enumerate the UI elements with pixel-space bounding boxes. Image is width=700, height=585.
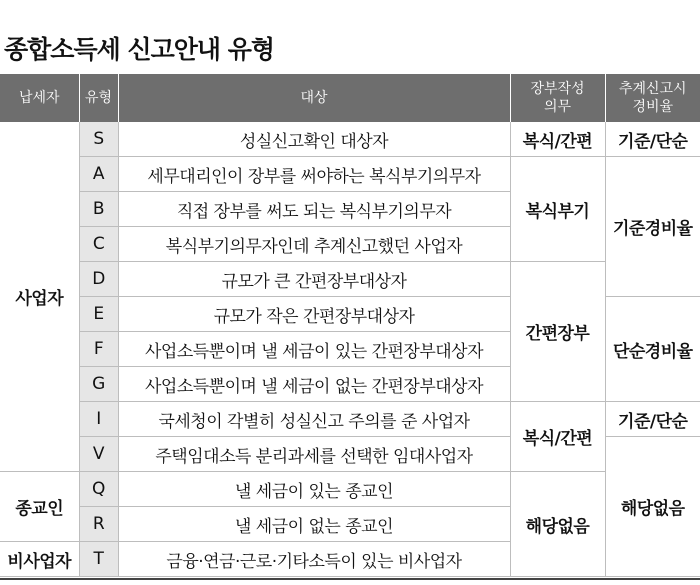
page-title: 종합소득세 신고안내 유형 xyxy=(4,35,275,64)
target-desc: 직접 장부를 써도 되는 복식부기의무자 xyxy=(118,192,510,227)
type-code: E xyxy=(79,297,118,332)
target-desc: 낼 세금이 없는 종교인 xyxy=(118,507,510,542)
expense-rate-cell: 기준경비율 xyxy=(605,157,700,297)
type-code: Q xyxy=(79,472,118,507)
bookkeeping-cell: 복식/간편 xyxy=(510,122,605,157)
table-row xyxy=(0,262,700,297)
header-target: 대상 xyxy=(118,74,510,122)
type-code: A xyxy=(79,157,118,192)
target-desc: 세무대리인이 장부를 써야하는 복식부기의무자 xyxy=(118,157,510,192)
type-code: V xyxy=(79,437,118,472)
header-taxpayer: 납세자 xyxy=(0,74,79,122)
group-religious: 종교인 xyxy=(0,472,79,542)
header-expense-rate: 추계신고시 경비율 xyxy=(605,74,700,122)
type-code: F xyxy=(79,332,118,367)
table-row xyxy=(0,472,700,507)
header-row xyxy=(0,74,700,122)
bookkeeping-cell: 복식부기 xyxy=(510,157,605,262)
table-row xyxy=(0,122,700,157)
expense-rate-cell: 기준/단순 xyxy=(605,122,700,157)
target-desc: 규모가 큰 간편장부대상자 xyxy=(118,262,510,297)
target-desc: 낼 세금이 있는 종교인 xyxy=(118,472,510,507)
target-desc: 금융·연금·근로·기타소득이 있는 비사업자 xyxy=(118,542,510,577)
bookkeeping-cell: 간편장부 xyxy=(510,262,605,402)
header-bookkeeping: 장부작성 의무 xyxy=(510,74,605,122)
target-desc: 국세청이 각별히 성실신고 주의를 준 사업자 xyxy=(118,402,510,437)
target-desc: 사업소득뿐이며 낼 세금이 없는 간편장부대상자 xyxy=(118,367,510,402)
type-code: T xyxy=(79,542,118,577)
table-row xyxy=(0,402,700,437)
target-desc: 규모가 작은 간편장부대상자 xyxy=(118,297,510,332)
type-code: I xyxy=(79,402,118,437)
target-desc: 주택임대소득 분리과세를 선택한 임대사업자 xyxy=(118,437,510,472)
target-desc: 성실신고확인 대상자 xyxy=(118,122,510,157)
expense-rate-cell: 단순경비율 xyxy=(605,297,700,402)
type-code: D xyxy=(79,262,118,297)
group-business: 사업자 xyxy=(0,122,79,472)
type-code: B xyxy=(79,192,118,227)
type-code: C xyxy=(79,227,118,262)
target-desc: 사업소득뿐이며 낼 세금이 있는 간편장부대상자 xyxy=(118,332,510,367)
target-desc: 복식부기의무자인데 추계신고했던 사업자 xyxy=(118,227,510,262)
type-code: G xyxy=(79,367,118,402)
tax-type-table xyxy=(0,74,700,577)
bookkeeping-cell: 복식/간편 xyxy=(510,402,605,472)
group-non-business: 비사업자 xyxy=(0,542,79,577)
expense-rate-cell: 기준/단순 xyxy=(605,402,700,437)
bookkeeping-cell: 해당없음 xyxy=(510,472,605,577)
expense-rate-cell: 해당없음 xyxy=(605,437,700,577)
type-code: R xyxy=(79,507,118,542)
type-code: S xyxy=(79,122,118,157)
bottom-rule xyxy=(0,578,700,580)
table-row xyxy=(0,157,700,192)
header-type: 유형 xyxy=(79,74,118,122)
